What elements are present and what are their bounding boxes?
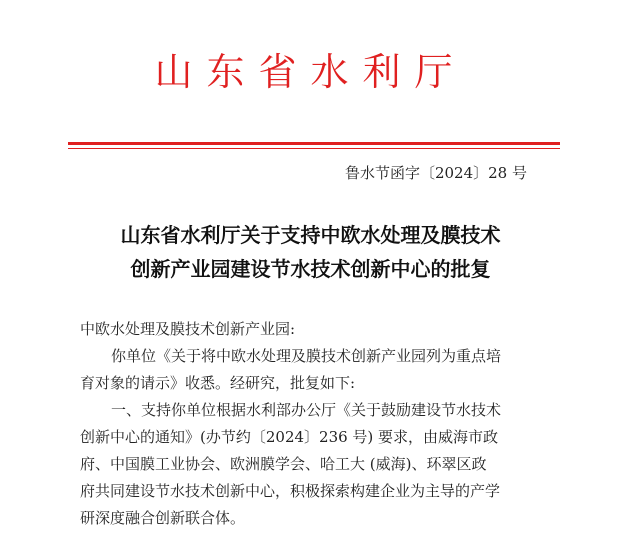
- addressee: 中欧水处理及膜技术创新产业园:: [80, 320, 296, 338]
- document-title-line-2: 创新产业园建设节水技术创新中心的批复: [130, 257, 491, 281]
- paragraph-2-line-3: 府、中国膜工业协会、欧洲膜学会、哈工大 (威海)、环翠区政: [80, 455, 487, 473]
- organization-header: 山东省水利厅: [154, 50, 467, 94]
- document-title-line-1: 山东省水利厅关于支持中欧水处理及膜技术: [120, 223, 501, 247]
- paragraph-2-line-2: 创新中心的通知》(办节约〔2024〕236 号) 要求，由威海市政: [80, 428, 499, 446]
- paragraph-2-line-1: 一、支持你单位根据水利部办公厅《关于鼓励建设节水技术: [111, 401, 502, 419]
- paragraph-1-line-1: 你单位《关于将中欧水处理及膜技术创新产业园列为重点培: [111, 347, 502, 365]
- paragraph-2-line-4: 府共同建设节水技术创新中心，积极探索构建企业为主导的产学: [80, 482, 501, 500]
- document-title: [0, 218, 621, 286]
- red-divider-thin: [68, 148, 560, 149]
- document-number: 鲁水节函字〔2024〕28 号: [344, 164, 527, 182]
- paragraph-1-line-2: 育对象的请示》收悉。经研究，批复如下:: [80, 374, 356, 392]
- red-divider-thick: [68, 142, 560, 145]
- document-body: [80, 316, 560, 532]
- paragraph-2-line-5: 研深度融合创新联合体。: [80, 509, 246, 527]
